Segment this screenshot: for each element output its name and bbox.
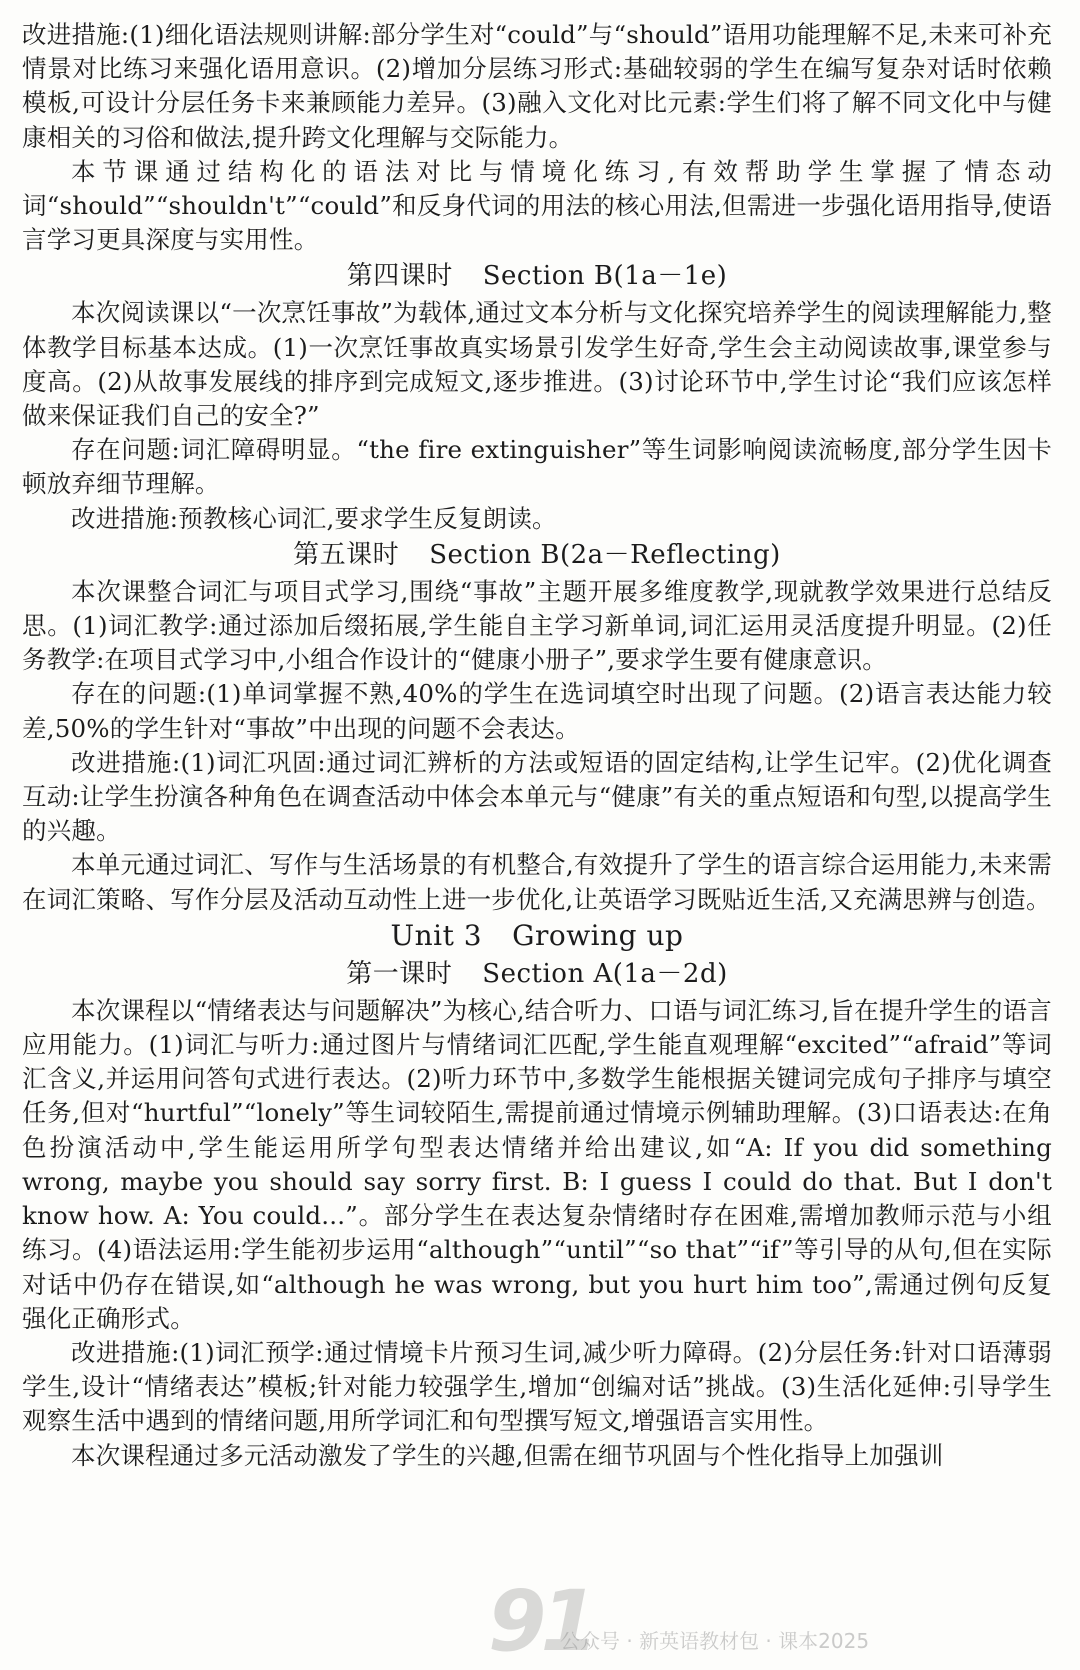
heading-lesson-label: 第五课时: [293, 539, 400, 570]
paragraph: 改进措施:(1)词汇预学:通过情境卡片预习生词,减少听力障碍。(2)分层任务:针对口语薄弱学生,设计“情绪表达”模板;针对能力较强学生,增加“创编对话”挑战。(3)生活化延伸:引导学生观察生活中遇到的情绪问题,用所学词汇和句型撰写短文,增强语言实用性。: [22, 1337, 1052, 1436]
heading-section-label: Section B(1a－1e): [482, 261, 728, 292]
paragraph: 存在问题:词汇障碍明显。“the fire extinguisher”等生词影响阅读流畅度,部分学生因卡顿放弃细节理解。: [22, 435, 1052, 499]
paragraph: 本次课程以“情绪表达与问题解决”为核心,结合听力、口语与词汇练习,旨在提升学生的语言应用能力。(1)词汇与听力:通过图片与情绪词汇匹配,学生能直观理解“excited”“afraid”等词汇含义,并运用问答句式进行表达。(2)听力环节中,多数学生能根据关键词完成句子排序与填空任务,但对“hurtful”“lonely”等生词较陌生,需提前通过情境示例辅助理解。(3)口语表达:在角色扮演活动中,学生能运用所学句型表达情绪并给出建议,如“A: If you did something wrong, maybe you should say sorry first. B: I guess I could do that. But I don't know how. A: You could...”。部分学生在表达复杂情绪时存在困难,需增加教师示范与小组练习。(4)语法运用:学生能初步运用“although”“until”“so that”“if”等引导的从句,但在实际对话中仍存在错误,如“although he was wrong, but you hurt him too”,需通过例句反复强化正确形式。: [22, 995, 1052, 1333]
heading-section-label: Section A(1a－2d): [482, 958, 728, 989]
paragraph: 改进措施:(1)词汇巩固:通过词汇辨析的方法或短语的固定结构,让学生记牢。(2)优化调查互动:让学生扮演各种角色在调查活动中体会本单元与“健康”有关的重点短语和句型,以提高学生的兴趣。: [22, 747, 1052, 846]
heading-lesson-label: 第一课时: [346, 958, 453, 989]
paragraph: 本次阅读课以“一次烹饪事故”为载体,通过文本分析与文化探究培养学生的阅读理解能力,整体教学目标基本达成。(1)一次烹饪事故真实场景引发学生好奇,学生会主动阅读故事,课堂参与度高。(2)从故事发展线的排序到完成短文,逐步推进。(3)讨论环节中,学生讨论“我们应该怎样做来保证我们自己的安全?”: [22, 298, 1052, 431]
paragraph: 本单元通过词汇、写作与生活场景的有机整合,有效提升了学生的语言综合运用能力,未来需在词汇策略、写作分层及活动互动性上进一步优化,让英语学习既贴近生活,又充满思辨与创造。: [22, 850, 1052, 914]
section-heading-lesson5: [22, 537, 1052, 573]
paragraph: 存在的问题:(1)单词掌握不熟,40%的学生在选词填空时出现了问题。(2)语言表达能力较差,50%的学生针对“事故”中出现的问题不会表达。: [22, 679, 1052, 743]
heading-section-label: Section B(2a－Reflecting): [429, 539, 781, 570]
section-heading-lesson4: [22, 258, 1052, 294]
watermark-text: 公众号 · 新英语教材包 · 课本2025: [560, 1629, 870, 1653]
paragraph: 改进措施:(1)细化语法规则讲解:部分学生对“could”与“should”语用功能理解不足,未来可补充情景对比练习来强化语用意识。(2)增加分层练习形式:基础较弱的学生在编写复杂对话时依赖模板,可设计分层任务卡来兼顾能力差异。(3)融入文化对比元素:学生们将了解不同文化中与健康相关的习俗和做法,提升跨文化理解与交际能力。: [22, 20, 1052, 152]
unit-number: Unit 3: [390, 918, 483, 952]
section-heading-lesson1: [22, 956, 1052, 992]
unit-heading: [22, 918, 1052, 954]
unit-title: Growing up: [512, 918, 684, 952]
paragraph: 改进措施:预教核心词汇,要求学生反复朗读。: [71, 503, 557, 533]
watermark-logo: 91: [488, 1572, 593, 1670]
heading-lesson-label: 第四课时: [346, 261, 453, 292]
paragraph: 本次课整合词汇与项目式学习,围绕“事故”主题开展多维度教学,现就教学效果进行总结反思。(1)词汇教学:通过添加后缀拓展,学生能自主学习新单词,词汇运用灵活度提升明显。(2)任务教学:在项目式学习中,小组合作设计的“健康小册子”,要求学生要有健康意识。: [22, 576, 1052, 675]
paragraph: 本节课通过结构化的语法对比与情境化练习,有效帮助学生掌握了情态动词“should”“shouldn't”“could”和反身代词的用法的核心用法,但需进一步强化语用指导,使语言学习更具深度与实用性。: [22, 156, 1052, 255]
paragraph: 本次课程通过多元活动激发了学生的兴趣,但需在细节巩固与个性化指导上加强训: [71, 1440, 944, 1470]
document-page: [22, 18, 1052, 1473]
